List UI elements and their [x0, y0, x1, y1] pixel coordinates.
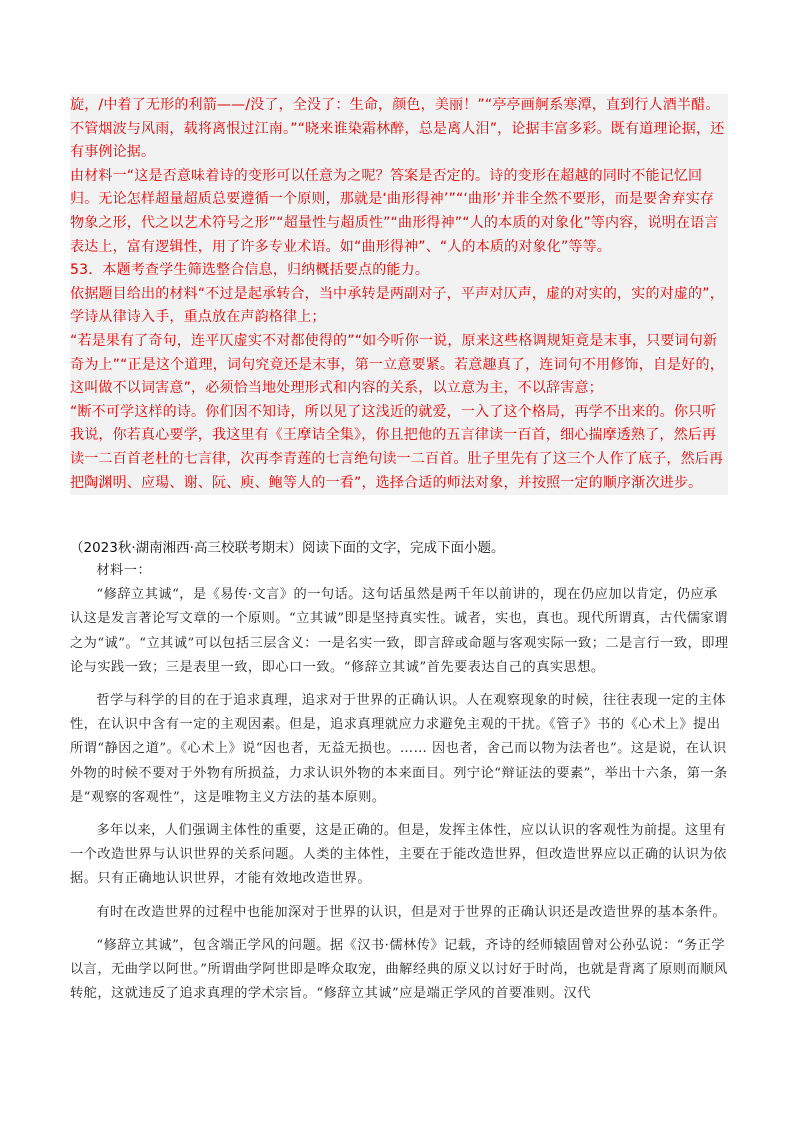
- answer-explanation-block: [70, 94, 728, 495]
- reading-material: [70, 559, 730, 1006]
- answer-paragraph: 依据题目给出的材料“不过是起承转合，当中承转是两副对子，平声对仄声，虚的对实的，实的对虚的”，学诗从律诗入手，重点放在声韵格律上；: [70, 285, 724, 326]
- material-paragraph: 多年以来，人们强调主体性的重要，这是正确的。但是，发挥主体性，应以认识的客观性为前提。这里有一个改造世界与认识世界的关系问题。人类的主体性，主要在于能改造世界，但改造世界应以正确的认识为依据。只有正确地认识世界，才能有效地改造世界。: [70, 823, 727, 887]
- answer-paragraph: 由材料一“这是否意味着诗的变形可以任意为之呢？答案是否定的。诗的变形在超越的同时不能记忆回归。无论怎样超量超质总要遵循一个原则，那就是‘曲形得神’”“‘曲形’并非全然不要形，而是要舍弃实存物象之形，代之以艺术符号之形”“超量性与超质性”“曲形得神”“人的本质的对象化”等内容，说明在语言表达上，富有逻辑性，用了许多专业术语。如“曲形得神”、“人的本质的对象化”等等。: [70, 167, 719, 255]
- answer-paragraph: “若是果有了奇句，连平仄虚实不对都使得的”“如今听你一说，原来这些格调规矩竟是末事，只要词句新奇为上”“正是这个道理，词句究竟还是末事，第一立意要紧。若意趣真了，连词句不用修饰，自是好的，这叫做不以词害意”，必须恰当地处理形式和内容的关系，以立意为主，不以辞害意；: [70, 332, 724, 397]
- material-paragraph: “修辞立其诚“，是《易传·文言》的一句话。这句话虽然是两千年以前讲的，现在仍应加以肯定，仍应承认这是发言著论写文章的一个原则。“立其诚”即是坚持真实性。诚者，实也，真也。现代所谓真，古代儒家谓之为“诚”。“立其诚”可以包括三层含义：一是名实一致，即言辞或命题与客观实际一致；二是言行一致，即理论与实践一致；三是表里一致，即心口一致。“修辞立其诚”首先要表达自己的真实思想。: [70, 587, 729, 675]
- material-paragraph: 哲学与科学的目的在于追求真理，追求对于世界的正确认识。人在观察现象的时候，往往表现一定的主体性，在认识中含有一定的主观因素。但是，追求真理就应力求避免主观的干扰。《管子》书的《心术上》提出所谓“静因之道”。《心术上》说“因也者，无益无损也。…… 因也者，舍己而以物为法者也”。这是说，在认识外物的时候不要对于外物有所损益，力求认识外物的本来面目。列宁论“辩证法的要素”，举出十六条，第一条是“观察的客观性”，这是唯物主义方法的基本原则。: [70, 693, 728, 805]
- answer-paragraph: 旋，/中着了无形的利箭——/没了，全没了：生命，颜色，美丽！”“亭亭画舸系寒潭，直到行人酒半醋。不管烟波与风雨，载将离恨过江南。”“晓来谁染霜林醉，总是离人泪”，论据丰富多彩。既有道理论据，还有事例论据。: [70, 97, 725, 161]
- material-heading: 材料一：: [96, 563, 152, 578]
- answer-paragraph: “断不可学这样的诗。你们因不知诗，所以见了这浅近的就爱，一入了这个格局，再学不出来的。你只听我说，你若真心要学，我这里有《王摩诘全集》，你且把他的五言律读一百首，细心揣摩透熟了，然后再读一二百首老杜的七言律，次再李青莲的七言绝句读一二百首。肚子里先有了这三个人作了底子，然后再把陶渊明、应瑒、谢、阮、庾、鲍等人的一看”，选择合适的师法对象，并按照一定的顺序渐次进步。: [70, 403, 724, 491]
- answer-paragraph: 53．本题考查学生筛选整合信息，归纳概括要点的能力。: [70, 262, 430, 279]
- material-paragraph: 有时在改造世界的过程中也能加深对于世界的认识，但是对于世界的正确认识还是改造世界的基本条件。: [96, 904, 727, 920]
- question-source-line: （2023秋·湖南湘西·高三校联考期末）阅读下面的文字，完成下面小题。: [70, 540, 505, 556]
- material-paragraph: “修辞立其诚”，包含端正学风的问题。据《汉书·儒林传》记载，齐诗的经师辕固曾对公孙弘说：“务正学以言，无曲学以阿世。”所谓曲学阿世即是哗众取宠，曲解经典的原义以讨好于时尚，也就是背离了原则而顺风转舵，这就违反了追求真理的学术宗旨。“修辞立其诚”应是端正学风的首要准则。汉代: [70, 937, 728, 1002]
